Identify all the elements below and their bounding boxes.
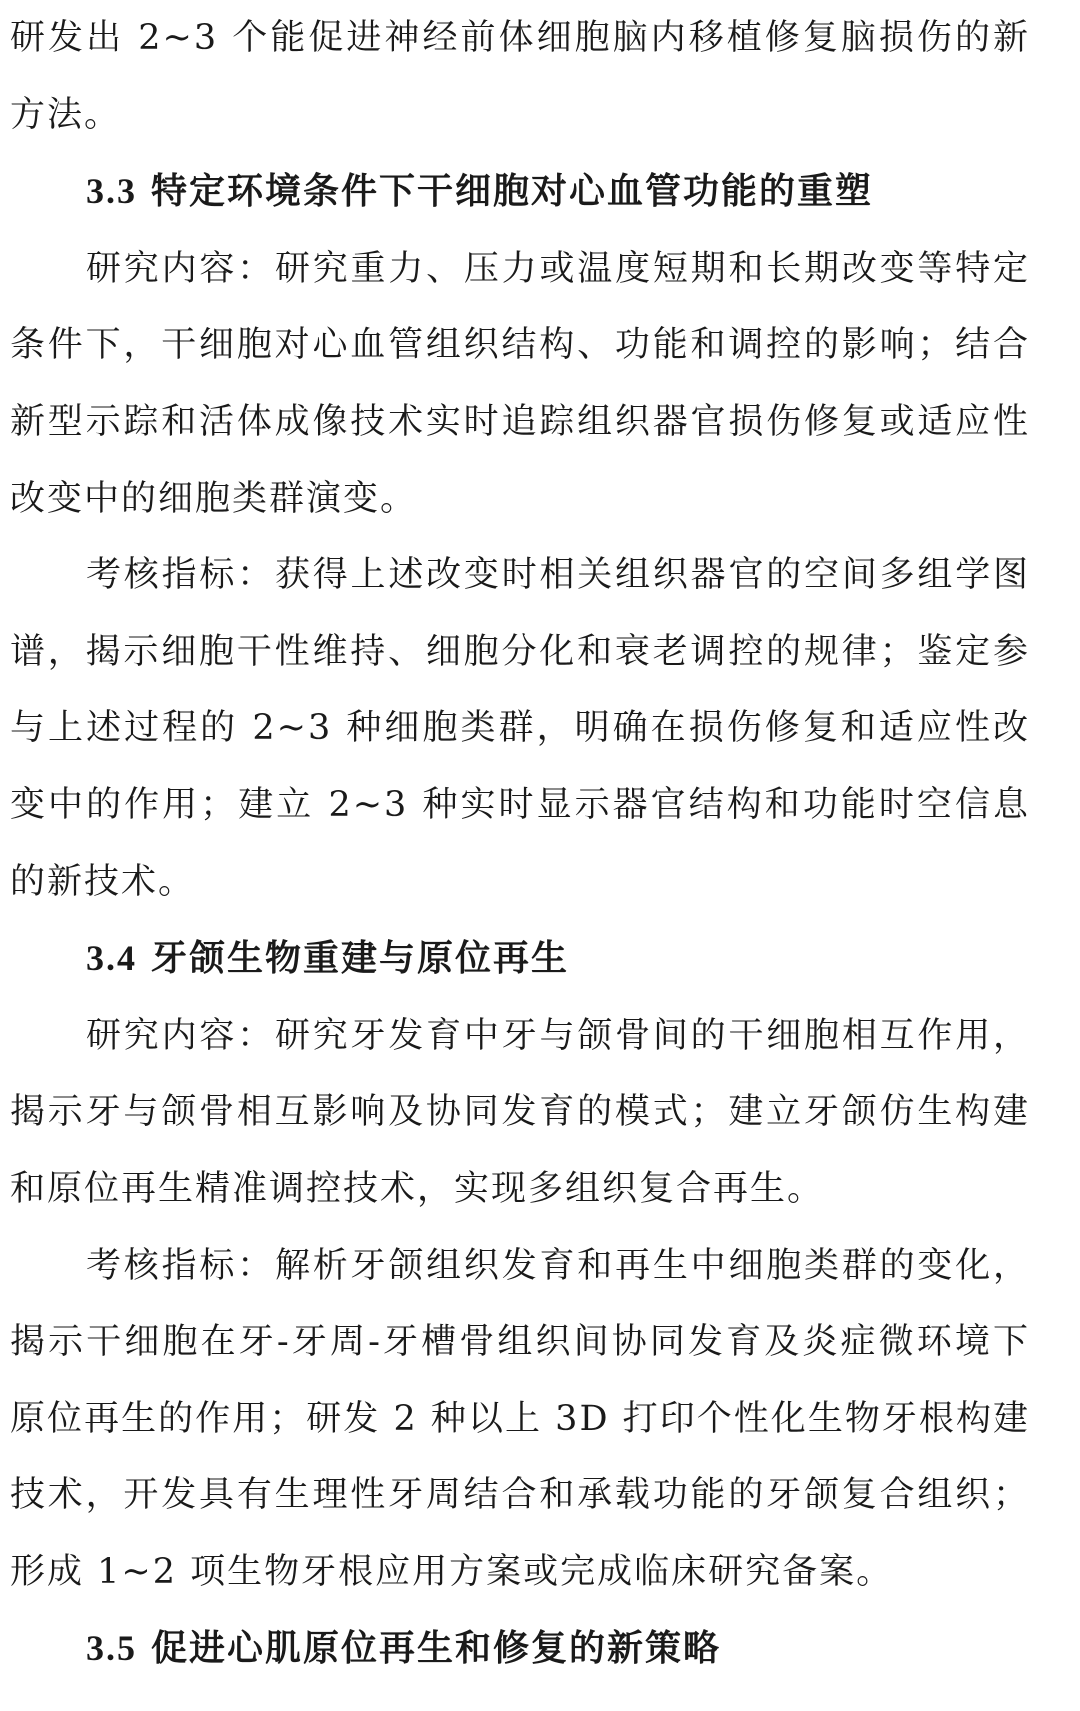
section-title: 促进心肌原位再生和修复的新策略	[151, 1628, 722, 1670]
paragraph-continuation: 研发出 2~3 个能促进神经前体细胞脑内移植修复脑损伤的新方法。	[10, 18, 1030, 135]
paragraph-research-content: 研究内容：研究重力、压力或温度短期和长期改变等特定条件下，干细胞对心血管组织结构、功能和调控的影响；结合新型示踪和活体成像技术实时追踪组织器官损伤修复或适应性改变中的细胞类群演变。	[10, 248, 1030, 519]
section-title: 牙颌生物重建与原位再生	[151, 938, 570, 980]
section-title: 特定环境条件下干细胞对心血管功能的重塑	[151, 171, 874, 213]
section-heading-3-5	[10, 1610, 1030, 1688]
paragraph-research-content: 研究内容：研究牙发育中牙与颌骨间的干细胞相互作用，揭示牙与颌骨相互影响及协同发育的模式；建立牙颌仿生构建和原位再生精准调控技术，实现多组织复合再生。	[10, 1015, 1030, 1209]
section-heading-3-4	[10, 920, 1030, 998]
document-page	[10, 0, 1030, 1688]
paragraph-assessment-indicators: 考核指标：获得上述改变时相关组织器官的空间多组学图谱，揭示细胞干性维持、细胞分化和衰老调控的规律；鉴定参与上述过程的 2~3 种细胞类群，明确在损伤修复和适应性改变中的作用；建立 2~3 种实时显示器官结构和功能时空信息的新技术。	[10, 555, 1030, 902]
paragraph-assessment-indicators: 考核指标：解析牙颌组织发育和再生中细胞类群的变化，揭示干细胞在牙-牙周-牙槽骨组织间协同发育及炎症微环境下原位再生的作用；研发 2 种以上 3D 打印个性化生物牙根构建技术，开发具有生理性牙周结合和承载功能的牙颌复合组织；形成 1~2 项生物牙根应用方案或完成临床研究备案。	[10, 1245, 1030, 1592]
section-number: 3.4	[86, 938, 137, 979]
section-heading-3-3	[10, 153, 1030, 231]
section-number: 3.3	[86, 171, 137, 212]
section-number: 3.5	[86, 1628, 137, 1669]
